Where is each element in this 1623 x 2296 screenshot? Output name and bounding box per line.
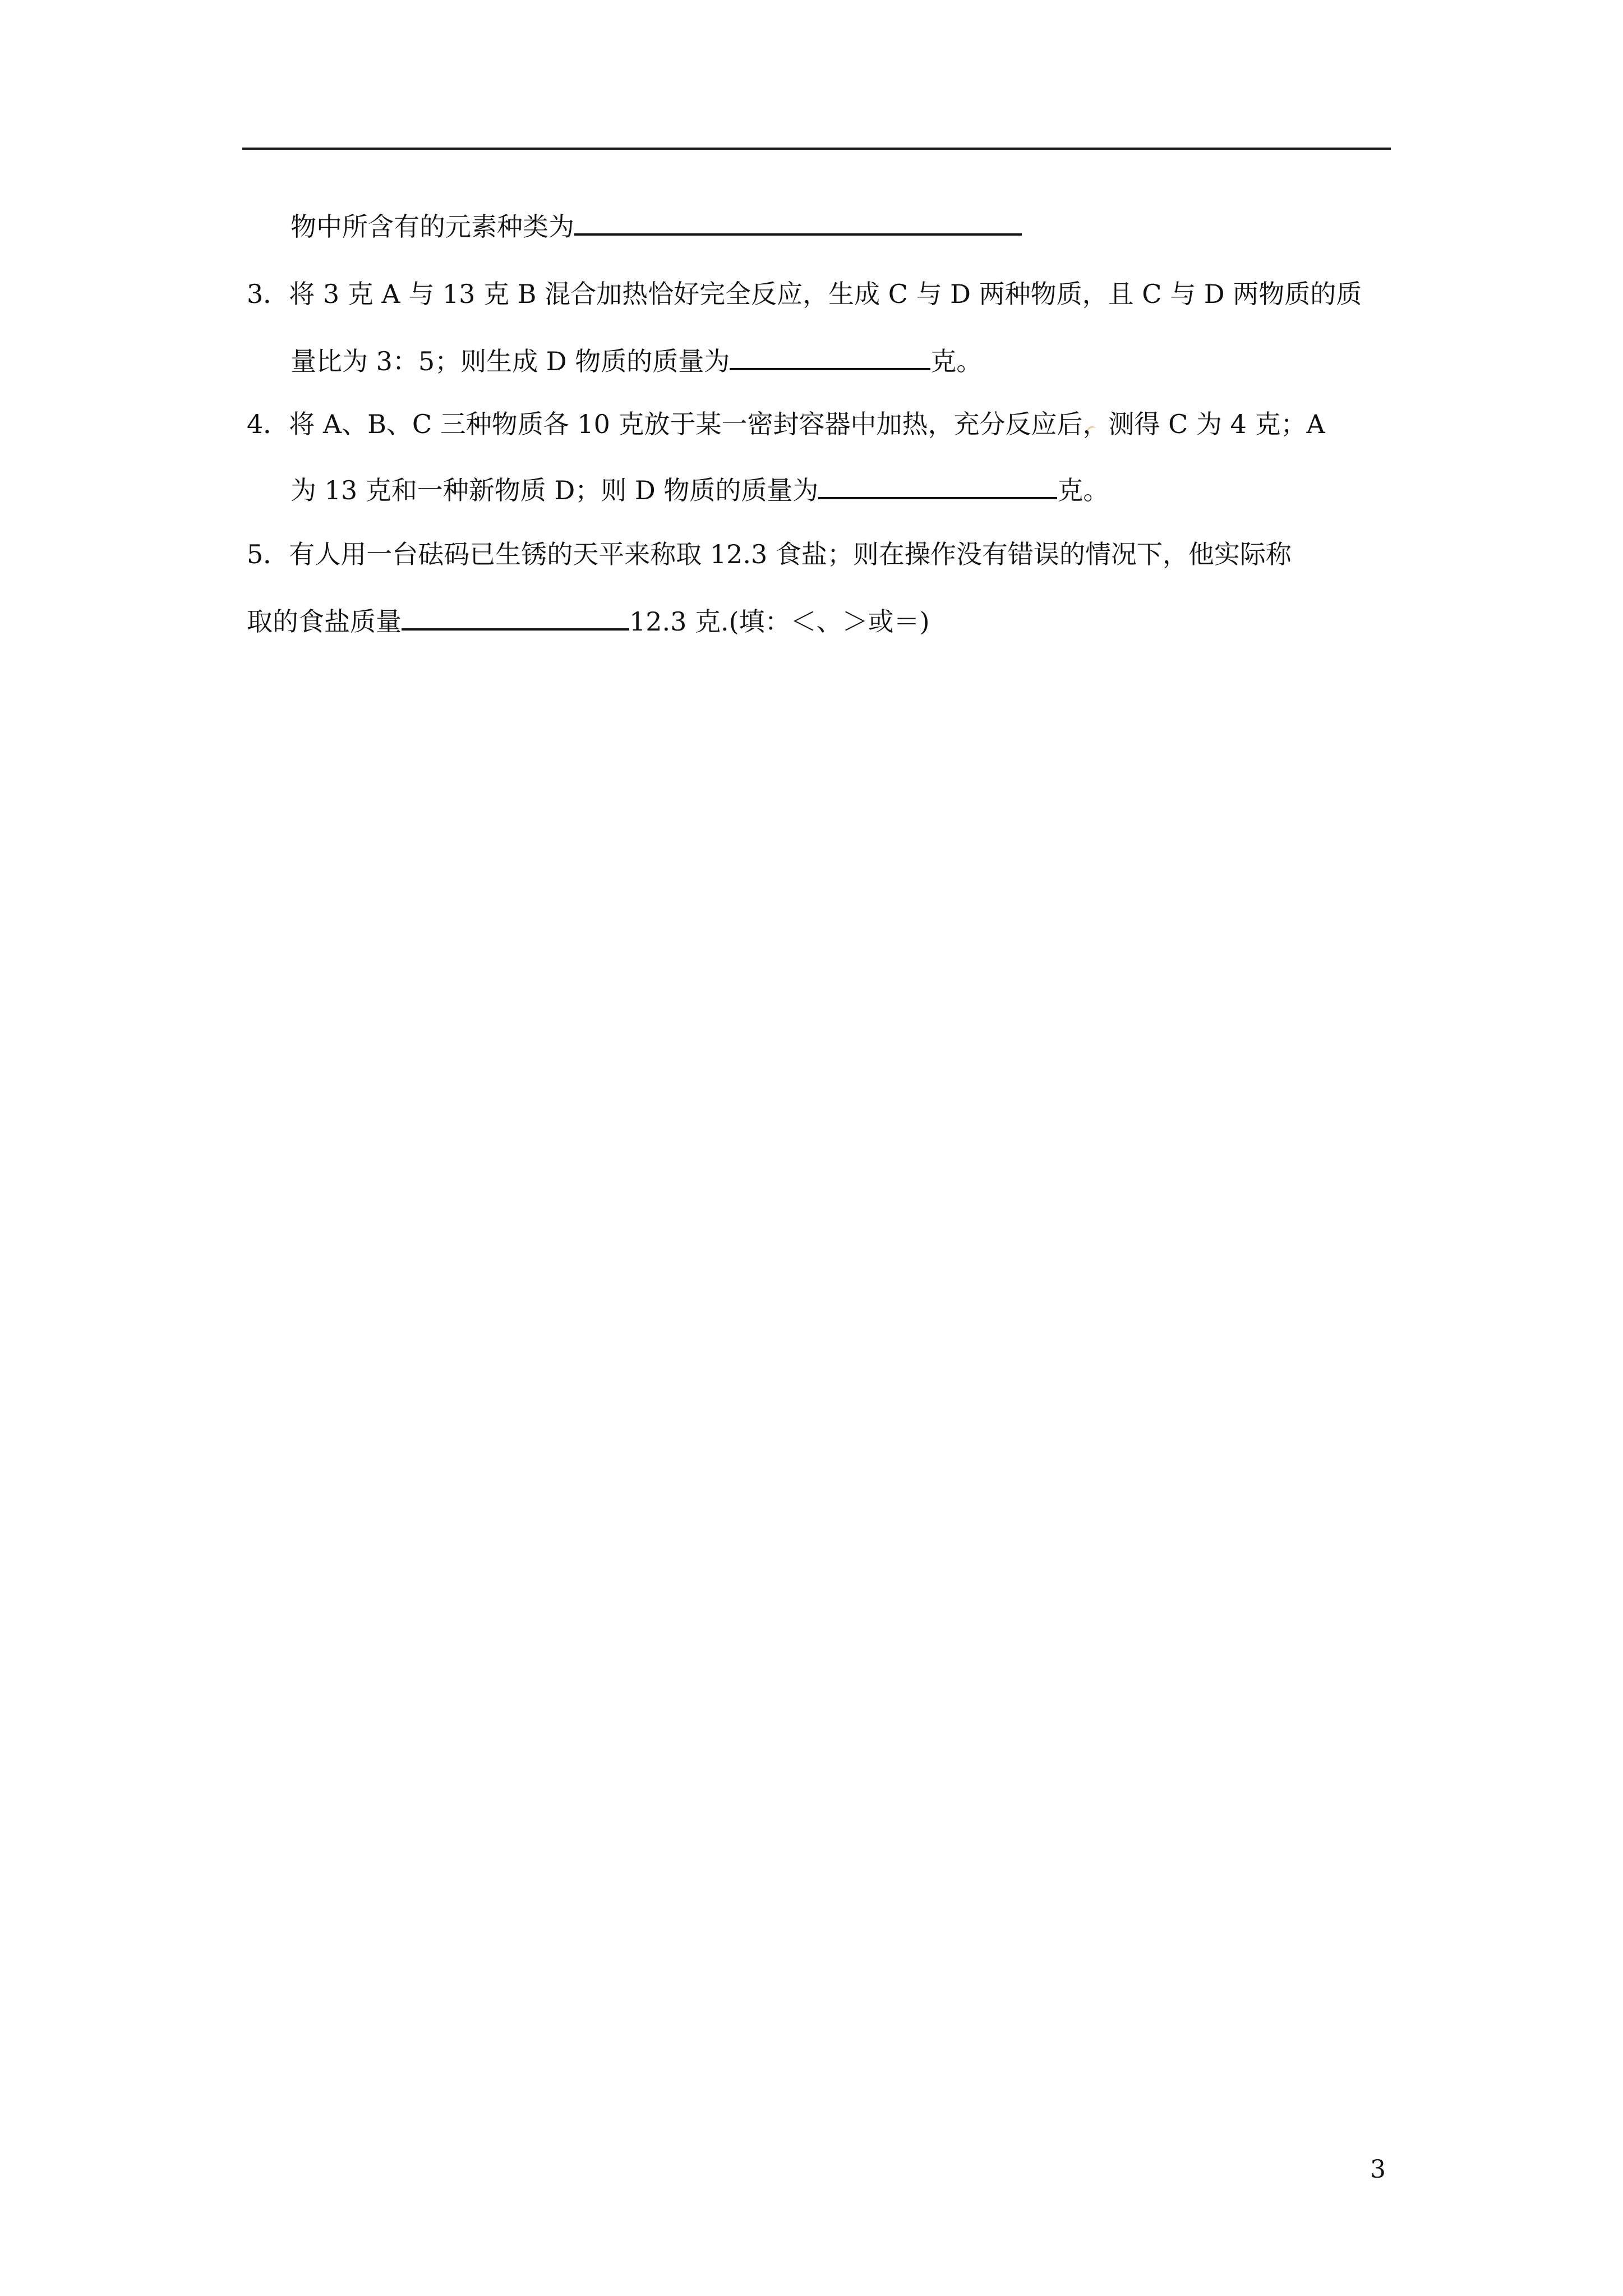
question-3-text-line-1: 3．将 3 克 A 与 13 克 B 混合加热恰好完全反应，生成 C 与 D 两种物质，且 C 与 D 两物质的质 — [247, 279, 1362, 309]
question-3-text-before-blank: 量比为 3：5；则生成 D 物质的质量为 — [291, 346, 730, 376]
question-4-line-1 — [247, 407, 1325, 441]
answer-blank-q5[interactable] — [402, 602, 629, 631]
answer-blank-q4[interactable] — [818, 471, 1057, 499]
question-3-line-2 — [291, 342, 982, 378]
header-rule — [242, 148, 1391, 150]
question-4-text-before-blank: 为 13 克和一种新物质 D；则 D 物质的质量为 — [291, 475, 819, 505]
page-number: 3 — [1370, 2155, 1386, 2184]
answer-blank-q2[interactable] — [574, 208, 1022, 236]
question-4-text-line-1: 4．将 A、B、C 三种物质各 10 克放于某一密封容器中加热，充分反应后，测得 C 为 4 克；A — [247, 409, 1325, 439]
question-3-text-after-blank: 克。 — [930, 346, 983, 376]
question-5-line-2 — [247, 602, 930, 638]
question-3-line-1 — [247, 277, 1362, 311]
answer-blank-q3[interactable] — [730, 342, 930, 370]
question-4-text-after-blank: 克。 — [1057, 475, 1109, 505]
question-5-text-before-blank: 取的食盐质量 — [247, 606, 402, 637]
question-5-line-1 — [247, 537, 1292, 571]
question-2-text: 物中所含有的元素种类为 — [291, 211, 574, 242]
question-5-text-after-blank: 12.3 克.(填：＜、＞或＝) — [629, 606, 930, 637]
question-2-continuation — [291, 208, 1022, 243]
question-5-text-line-1: 5．有人用一台砝码已生锈的天平来称取 12.3 食盐；则在操作没有错误的情况下，他实际称 — [247, 539, 1292, 569]
question-4-line-2 — [291, 471, 1109, 507]
